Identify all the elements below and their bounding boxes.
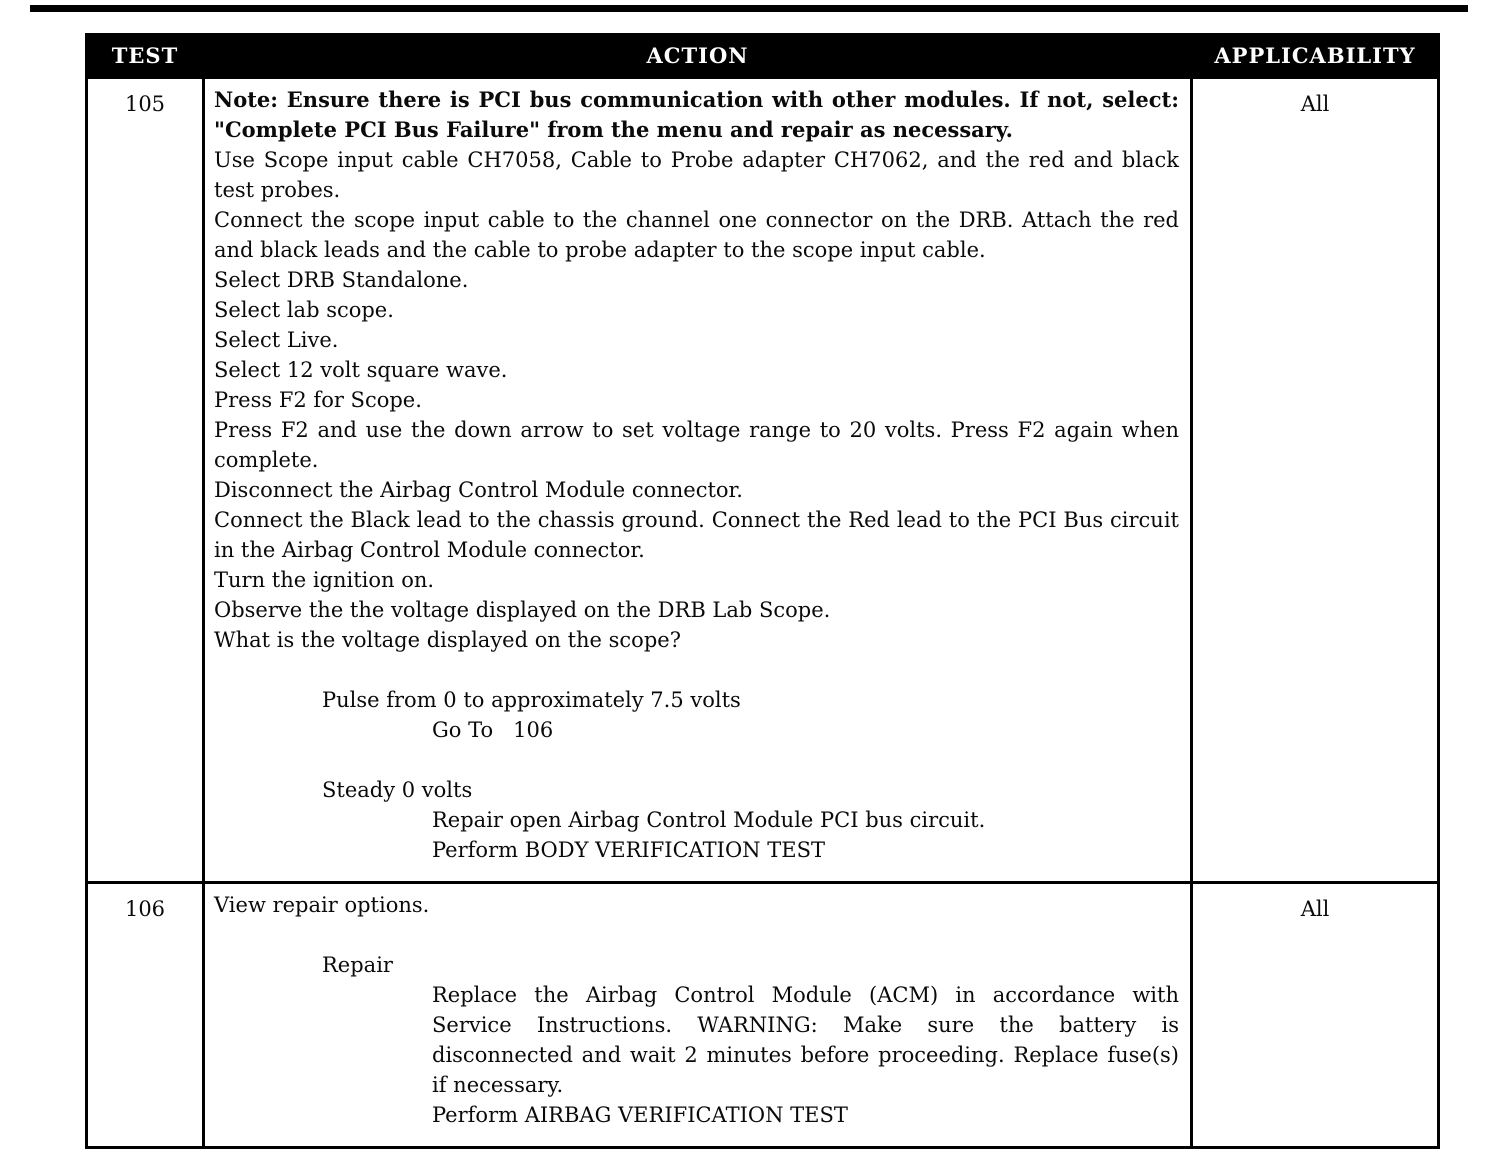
action-line: Connect the Black lead to the chassis ground. Connect the Red lead to the PCI Bus circuit in the Airbag Control Module connector. (214, 508, 1186, 562)
page-top-rule (30, 5, 1468, 12)
action-line: Turn the ignition on. (214, 568, 435, 592)
action-line: Select lab scope. (214, 298, 394, 322)
action-line: Observe the the voltage displayed on the DRB Lab Scope. (214, 598, 831, 622)
diagnostic-test-table (85, 33, 1440, 1149)
action-line: What is the voltage displayed on the scope? (214, 628, 681, 652)
action-line: Disconnect the Airbag Control Module connector. (214, 478, 743, 502)
action-line: Use Scope input cable CH7058, Cable to Probe adapter CH7062, and the red and black test probes. (214, 148, 1186, 202)
test-number: 106 (87, 883, 204, 1148)
action-cell (204, 883, 1192, 1148)
applicability-value: All (1192, 883, 1439, 1148)
action-cell (204, 78, 1192, 883)
applicability-value: All (1192, 78, 1439, 883)
action-line: Connect the scope input cable to the channel one connector on the DRB. Attach the red and black leads and the cable to probe adapter to the scope input cable. (214, 208, 1186, 262)
action-line: Replace the Airbag Control Module (ACM) in accordance with Service Instructions. WARNING: Make sure the battery is disconnected and wait 2 minutes before proceeding. Replace fuse(s) if necessary. (432, 983, 1186, 1097)
test-row (87, 78, 1439, 883)
table-header-row (87, 35, 1439, 78)
action-line: View repair options. (214, 893, 430, 917)
action-note: Note: Ensure there is PCI bus communication with other modules. If not, select: "Complete PCI Bus Failure" from the menu and repair as necessary. (214, 87, 1187, 142)
action-line: Press F2 and use the down arrow to set voltage range to 20 volts. Press F2 again when complete. (214, 418, 1186, 472)
action-line: Select DRB Standalone. (214, 268, 469, 292)
action-line: Select 12 volt square wave. (214, 358, 508, 382)
action-line: Perform AIRBAG VERIFICATION TEST (432, 1103, 848, 1127)
test-number: 105 (87, 78, 204, 883)
action-line: Repair open Airbag Control Module PCI bus circuit. (432, 808, 986, 832)
column-header-action: ACTION (204, 35, 1192, 78)
action-line: Go To 106 (432, 718, 554, 742)
action-line: Perform BODY VERIFICATION TEST (432, 838, 825, 862)
table-body (87, 78, 1439, 1148)
action-line: Pulse from 0 to approximately 7.5 volts (322, 688, 741, 712)
action-line: Repair (322, 953, 393, 977)
action-line: Select Live. (214, 328, 339, 352)
test-row (87, 883, 1439, 1148)
column-header-test: TEST (87, 35, 204, 78)
column-header-applicability: APPLICABILITY (1192, 35, 1439, 78)
action-line: Press F2 for Scope. (214, 388, 422, 412)
action-line: Steady 0 volts (322, 778, 473, 802)
